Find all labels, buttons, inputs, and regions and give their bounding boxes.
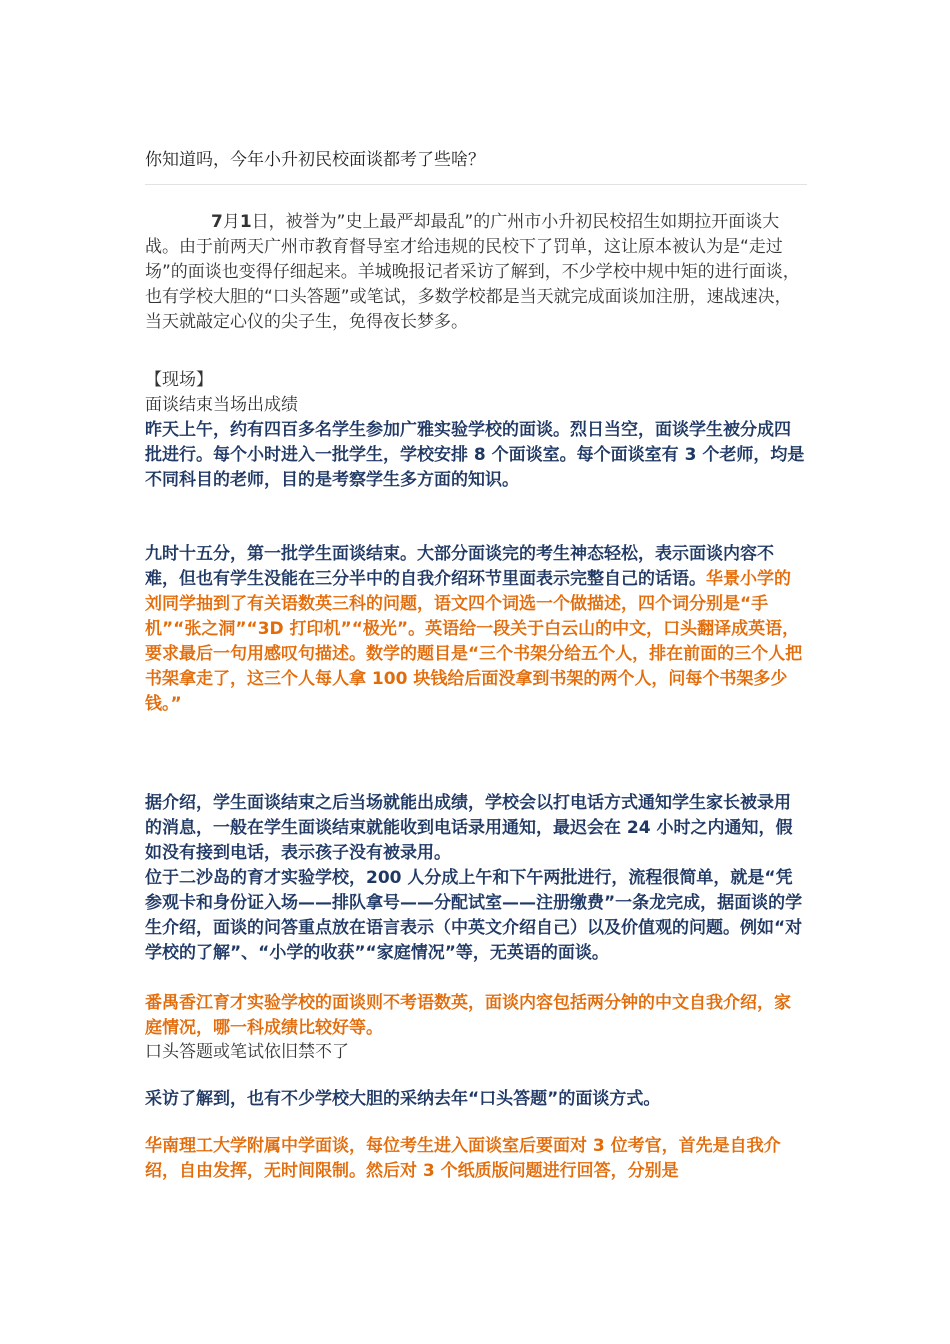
paragraph-oral-method: 采访了解到，也有不少学校大胆的采纳去年“口头答题”的面谈方式。 [145,1089,661,1109]
article-title: 你知道吗，今年小升初民校面谈都考了些啥？ [145,150,485,170]
paragraph-first-batch [145,542,807,717]
intro-text: 日，被誉为”史上最严却最乱”的广州市小升初民校招生如期拉开面谈大战。由于前两天广州市教育督导室才给违规的民校下了罚单，这让原本被认为是“走过场”的面谈也变得仔细起来。羊城晚报记者采访了解到，不少学校中规中矩的进行面谈，也有学校大胆的“口头答题”或笔试，多数学校都是当天就完成面谈加注册，速战速决，当天就敲定心仪的尖子生，免得夜长梦多。 [145,212,800,332]
title-divider [145,184,807,185]
intro-date-day: 7 [211,212,223,232]
intro-date-num: 1 [239,212,252,232]
paragraph-results-notice: 据介绍，学生面谈结束之后当场就能出成绩，学校会以打电话方式通知学生家长被录用的消息，一般在学生面谈结束就能收到电话录用通知，最迟会在 24 小时之内通知，假如没有接到电话，表示孩子没有被录用。 [145,793,793,863]
paragraph-guangya: 昨天上午，约有四百多名学生参加广雅实验学校的面谈。烈日当空，面谈学生被分成四批进行。每个小时进入一批学生，学校安排 8 个面谈室。每个面谈室有 3 个老师，均是不同科目的老师，目的是考察学生多方面的知识。 [145,420,805,490]
paragraph-first-batch-orange: 华景小学的刘同学抽到了有关语数英三科的问题，语文四个词选一个做描述，四个词分别是“手机”“张之洞”“3D 打印机”“极光”。英语给一段关于白云山的中文，口头翻译成英语，要求最后一句用感叹句描述。数学的题目是“三个书架分给五个人，排在前面的三个人把书架拿走了，这三个人每人拿 100 块钱给后面没拿到书架的两个人，问每个书架多少钱。” [145,569,803,714]
paragraph-scut-affiliated: 华南理工大学附属中学面谈，每位考生进入面谈室后要面对 3 位考官，首先是自我介绍，自由发挥，无时间限制。然后对 3 个纸质版问题进行回答，分别是 [145,1136,781,1181]
subheading-oral-exam: 口头答题或笔试依旧禁不了 [145,1042,349,1062]
paragraph-first-batch-navy: 九时十五分，第一批学生面谈结束。大部分面谈完的考生神态轻松，表示面谈内容不难，但也有学生没能在三分半中的自我介绍环节里面表示完整自己的话语。 [145,544,774,589]
section-label: 【现场】 [145,370,213,390]
intro-paragraph [145,210,807,335]
subheading-onsite-results: 面谈结束当场出成绩 [145,395,298,415]
paragraph-panyu: 番禺香江育才实验学校的面谈则不考语数英，面谈内容包括两分钟的中文自我介绍，家庭情况，哪一科成绩比较好等。 [145,993,791,1038]
intro-date-month: 月 [222,212,240,232]
paragraph-yucai: 位于二沙岛的育才实验学校，200 人分成上午和下午两批进行，流程很简单，就是“凭参观卡和身份证入场——排队拿号——分配试室——注册缴费”一条龙完成，据面谈的学生介绍，面谈的问答重点放在语言表示（中英文介绍自己）以及价值观的问题。例如“对学校的了解”、“小学的收获”“家庭情况”等，无英语的面谈。 [145,868,803,963]
